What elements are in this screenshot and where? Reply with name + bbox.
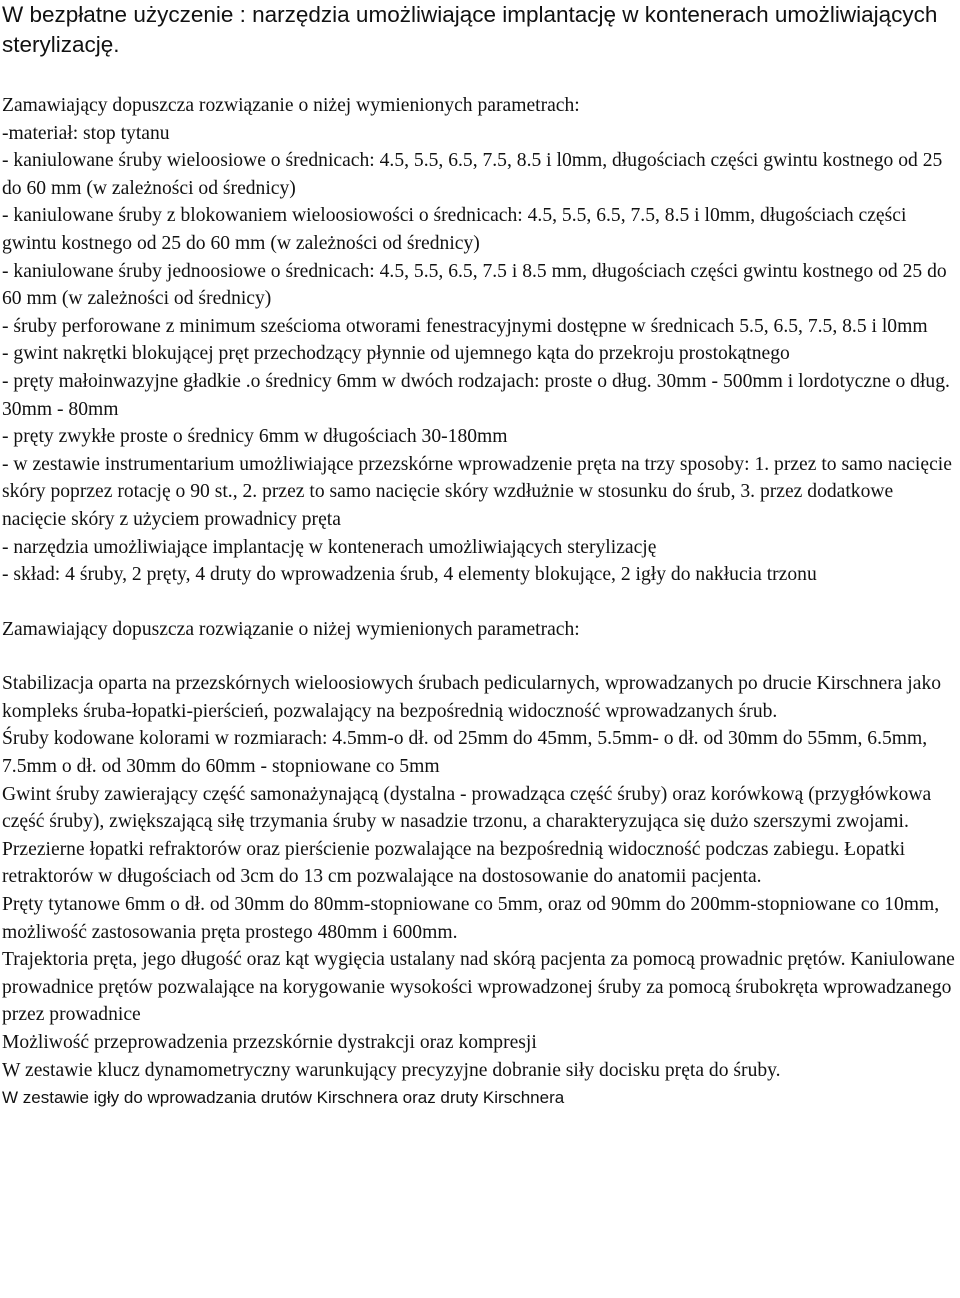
spec-line: - kaniulowane śruby jednoosiowe o średnicach: 4.5, 5.5, 6.5, 7.5 i 8.5 mm, długościach części gwintu kostnego od 25 do 60 mm (w zależności od średnicy) [2,260,947,310]
section-2-intro: Zamawiający dopuszcza rozwiązanie o niżej wymienionych parametrach: [2,618,580,640]
spacer [2,643,956,670]
spec-line: - śruby perforowane z minimum sześcioma otworami fenestracyjnymi dostępne w średnicach 5.5, 6.5, 7.5, 8.5 i l0mm [2,315,928,337]
spec-paragraph: Stabilizacja oparta na przezskórnych wieloosiowych śrubach pedicularnych, wprowadzanych po drucie Kirschnera jako kompleks śruba-łopatki-pierścień, pozwalający na bezpośrednią widoczność wprowadzanych śrub. [2,673,942,722]
spec-line: - kaniulowane śruby wieloosiowe o średnicach: 4.5, 5.5, 6.5, 7.5, 8.5 i l0mm, długościach części gwintu kostnego od 25 do 60 mm (w zależności od średnicy) [2,150,943,199]
footer-note: W zestawie igły do wprowadzania drutów Kirschnera oraz druty Kirschnera [2,1088,565,1108]
spec-line: - gwint nakrętki blokującej pręt przechodzący płynnie od ujemnego kąta do przekroju prostokątnego [2,343,790,365]
section-2 [2,616,956,1085]
spacer [2,589,956,616]
document-title: W bezpłatne użyczenie : narzędzia umożliwiające implantację w kontenerach umożliwiających sterylizację. [2,2,938,57]
spec-paragraph: Gwint śruby zawierający część samonażynającą (dystalna - prowadząca część śruby) oraz korówkową (przygłówkowa część śruby), zwiększającą siłę trzymania śruby w nasadzie trzonu, a charakteryzująca się dużo szerszymi zwojami. Przezierne łopatki refraktorów oraz pierścienie pozwalające na bezpośrednią widoczność podczas zabiegu. Łopatki retraktorów w długościach od 3cm do 13 cm pozwalające na dostosowanie do anatomii pacjenta. [2,783,932,888]
spec-line: - skład: 4 śruby, 2 pręty, 4 druty do wprowadzenia śrub, 4 elementy blokujące, 2 igły do nakłucia trzonu [2,564,817,586]
spec-paragraph: Możliwość przeprowadzenia przezskórnie dystrakcji oraz kompresji [2,1032,537,1053]
section-1 [2,92,956,589]
spec-paragraph: Pręty tytanowe 6mm o dł. od 30mm do 80mm-stopniowane co 5mm, oraz od 90mm do 200mm-stopniowane co 10mm, możliwość zastosowania pręta prostego 480mm i 600mm. [2,894,940,943]
spec-line: - pręty zwykłe proste o średnicy 6mm w długościach 30-180mm [2,426,508,448]
spec-line: -materiał: stop tytanu [2,122,170,144]
spec-line: - pręty małoinwazyjne gładkie .o średnicy 6mm w dwóch rodzajach: proste o dług. 30mm - 500mm i lordotyczne o dług. 30mm - 80mm [2,370,950,420]
spec-line: - kaniulowane śruby z blokowaniem wieloosiowości o średnicach: 4.5, 5.5, 6.5, 7.5, 8.5 i l0mm, długościach części gwintu kostnego od 25 do 60 mm (w zależności od średnicy) [2,205,907,254]
spec-paragraph: Śruby kodowane kolorami w rozmiarach: 4.5mm-o dł. od 25mm do 45mm, 5.5mm- o dł. od 30mm do 55mm, 6.5mm, 7.5mm o dł. od 30mm do 60mm - stopniowane co 5mm [2,728,928,778]
section-1-intro: Zamawiający dopuszcza rozwiązanie o niżej wymienionych parametrach: [2,95,580,116]
spec-line: - w zestawie instrumentarium umożliwiające przezskórne wprowadzenie pręta na trzy sposoby: 1. przez to samo nacięcie skóry poprzez rotację o 90 st., 2. przez to samo nacięcie skóry wzdłużnie w stosunku do śrub, 3. przez dodatkowe nacięcie skóry z użyciem prowadnicy pręta [2,453,952,530]
spacer [2,60,956,92]
spec-line: - narzędzia umożliwiające implantację w kontenerach umożliwiających sterylizację [2,536,657,558]
spec-paragraph: W zestawie klucz dynamometryczny warunkujący precyzyjne dobranie siły docisku pręta do śruby. [2,1059,781,1081]
spec-paragraph: Trajektoria pręta, jego długość oraz kąt wygięcia ustalany nad skórą pacjenta za pomocą prowadnic prętów. Kaniulowane prowadnice prętów pozwalające na korygowanie wysokości wprowadzonej śruby za pomocą śrubokręta wprowadzanego przez prowadnice [2,949,955,1026]
